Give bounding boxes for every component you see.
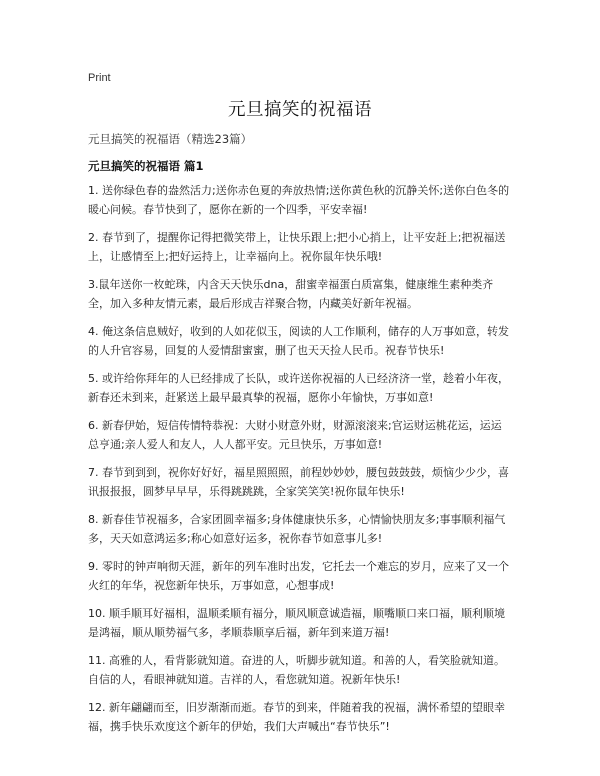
list-item: 11. 高雅的人，看背影就知道。奋进的人，听脚步就知道。和善的人，看笑脸就知道。自信的人，看眼神就知道。吉祥的人，看您就知道。祝新年快乐! [88,654,505,686]
list-item: 3.鼠年送你一枚蛇珠，内含天天快乐dna，甜蜜幸福蛋白质富集，健康维生素种类齐全，加入多种友情元素，最后形成吉祥聚合物，内藏美好新年祝福。 [88,278,494,310]
list-item: 2. 春节到了，提醒你记得把微笑带上，让快乐跟上;把小心捎上，让平安赶上;把祝福送上，让感情至上;把好运持上，让幸福向上。祝你鼠年快乐哦! [88,231,506,263]
list-item: 7. 春节到到到，祝你好好好，福星照照照，前程妙妙妙，腰包鼓鼓鼓，烦恼少少少，喜讯报报报，圆梦早早早，乐得跳跳跳，全家笑笑笑!祝你鼠年快乐! [88,466,509,498]
list-item: 4. 俺这条信息贼好，收到的人如花似玉，阅读的人工作顺利，储存的人万事如意，转发的人升官容易，回复的人爱情甜蜜蜜，删了也天天捡人民币。祝春节快乐! [88,325,509,357]
list-item: 6. 新春伊始，短信传情特恭祝：大财小财意外财，财源滚滚来;官运财运桃花运，运运总亨通;亲人爱人和友人，人人都平安。元旦快乐，万事如意! [88,419,502,451]
list-item: 9. 零时的钟声响彻天涯，新年的列车准时出发，它托去一个难忘的岁月，应来了又一个火红的年华，祝您新年快乐，万事如意，心想事成! [88,560,509,592]
page-title: 元旦搞笑的祝福语 [228,100,372,120]
section-heading: 元旦搞笑的祝福语 篇1 [88,159,204,173]
list-item: 10. 顺手顺耳好福相，温顺柔顺有福分，顺风顺意诚造福，顺嘴顺口来口福，顺利顺境是鸿福，顺从顺势福气多，孝顺恭顺享后福，新年到来道万福! [88,607,505,639]
list-item: 12. 新年翩翩而至，旧岁渐渐而逝。春节的到来，伴随着我的祝福，满怀希望的望眼幸福，携手快乐欢度这个新年的伊始，我们大声喊出“春节快乐”! [88,701,505,733]
list-item: 8. 新春佳节祝福多，合家团圆幸福多;身体健康快乐多，心情愉快朋友多;事事顺利福气多，天天如意鸿运多;称心如意好运多，祝你春节如意事儿多! [88,513,506,545]
list-item: 1. 送你绿色春的盎然活力;送你赤色夏的奔放热情;送你黄色秋的沉静关怀;送你白色冬的暖心问候。春节快到了，愿你在新的一个四季，平安幸福! [88,184,510,216]
greeting-list [88,181,512,745]
list-item: 5. 或许给你拜年的人已经排成了长队，或许送你祝福的人已经济济一堂，趁着小年夜，新春还未到来，赶紧送上最早最真挚的祝福，愿你小年愉快，万事如意! [88,372,509,404]
print-link[interactable]: Print [88,72,111,84]
document-subtitle: 元旦搞笑的祝福语（精选23篇） [88,132,253,146]
